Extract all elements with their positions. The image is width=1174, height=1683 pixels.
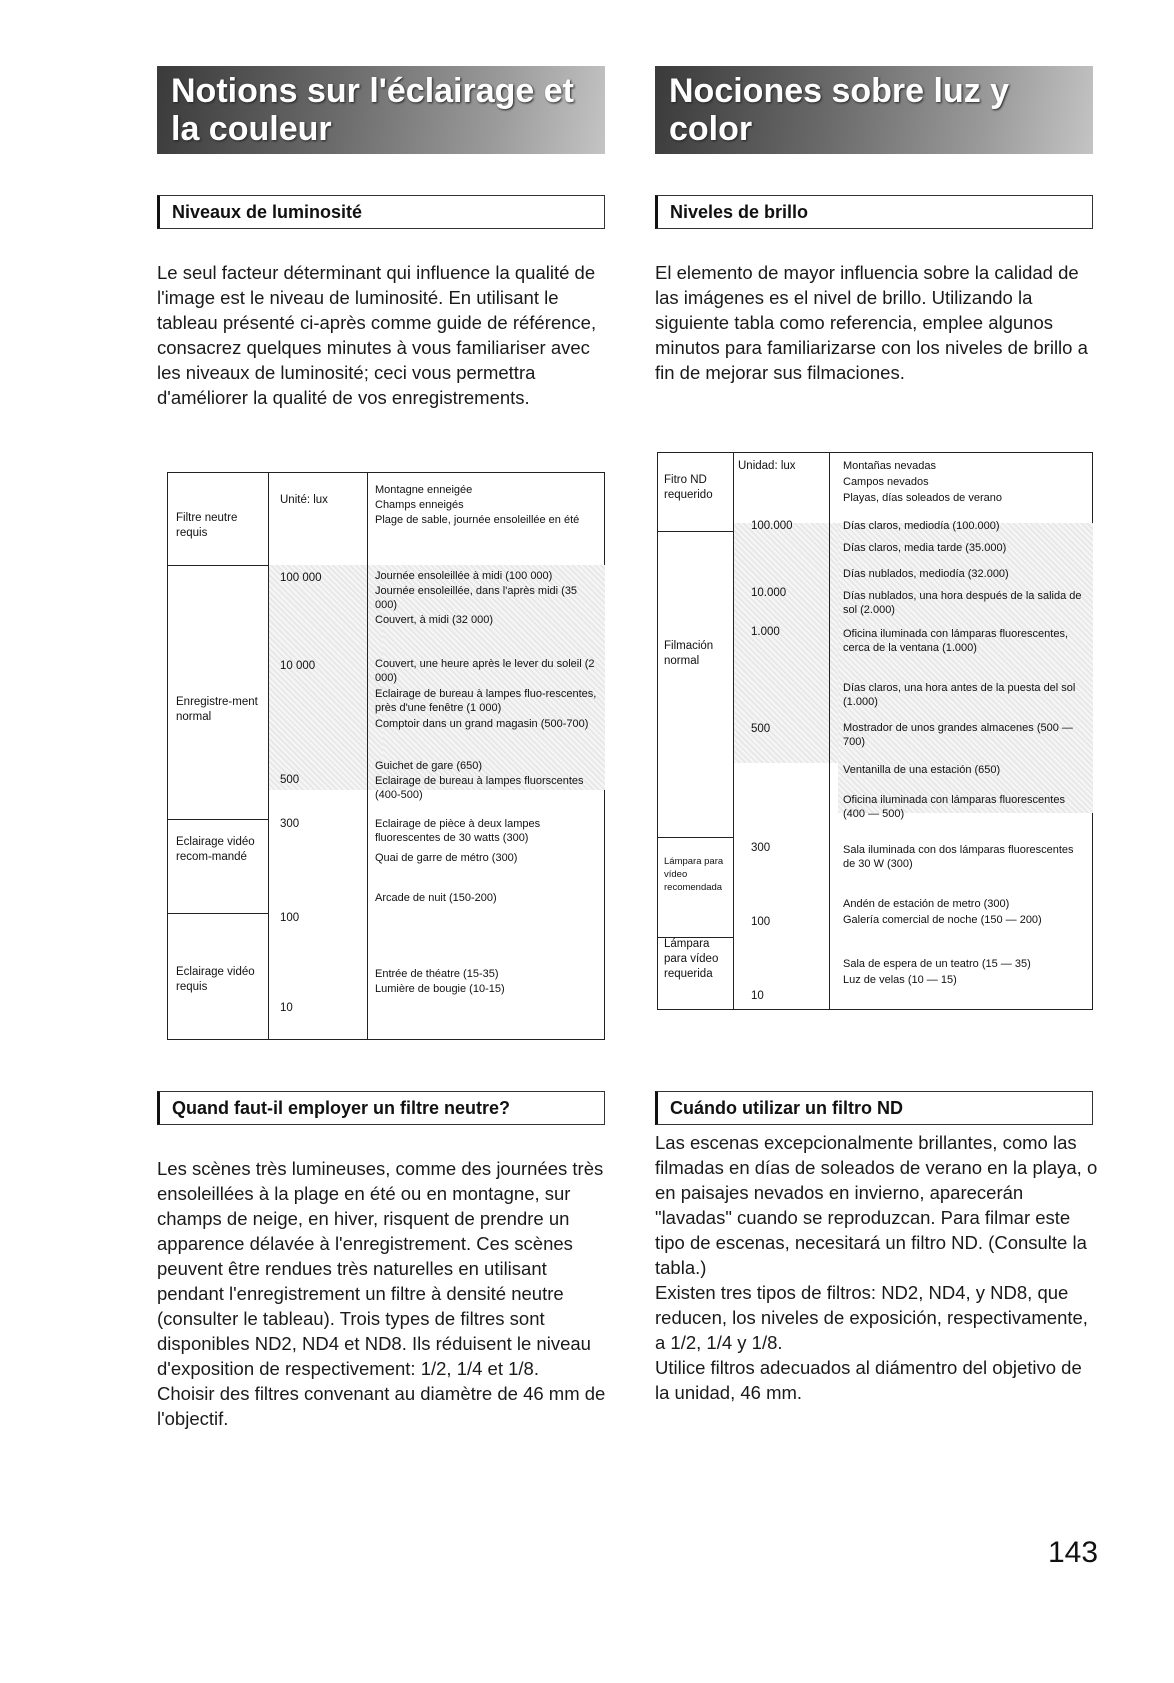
fr-brightness-paragraph <box>157 260 607 410</box>
fr-section-nd-header <box>157 1091 605 1125</box>
es-example: Oficina iluminada con lámparas fluorescentes (400 — 500) <box>843 794 1065 820</box>
es-value: 500 <box>751 723 771 735</box>
es-example: Playas, días soleados de verano <box>843 492 1002 504</box>
fr-cat-required: Eclairage vidéo requis <box>176 966 255 993</box>
fr-nd-text-2: Choisir des filtres convenant au diamètre de 46 mm de l'objectif. <box>157 1383 606 1429</box>
es-example: Sala iluminada con dos lámparas fluorescentes de 30 W (300) <box>843 844 1074 870</box>
fr-example: Eclairage de pièce à deux lampes fluorescentes de 30 watts (300) <box>375 818 541 844</box>
fr-value: 10 000 <box>280 660 316 672</box>
fr-cat-filter: Filtre neutre requis <box>176 512 238 539</box>
es-value: 300 <box>751 842 771 854</box>
es-brightness-table <box>657 452 1093 1010</box>
es-example: Días claros, media tarde (35.000) <box>843 542 1007 554</box>
fr-example: Quai de garre de métro (300) <box>375 852 518 864</box>
es-shade-a <box>733 523 838 763</box>
es-brightness-paragraph <box>655 260 1100 385</box>
fr-value: 10 <box>280 1002 293 1014</box>
fr-row-divider-3 <box>168 913 268 914</box>
es-unit: Unidad: lux <box>738 460 796 472</box>
fr-example: Journée ensoleillée à midi (100 000) <box>375 570 553 582</box>
fr-value: 500 <box>280 774 300 786</box>
es-example: Días claros, una hora antes de la puesta del sol (1.000) <box>843 682 1076 708</box>
es-example: Andén de estación de metro (300) <box>843 898 1010 910</box>
es-section-brightness-header <box>655 195 1093 229</box>
es-value: 100 <box>751 916 771 928</box>
es-title-banner <box>655 66 1093 154</box>
es-example: Luz de velas (10 — 15) <box>843 974 957 986</box>
es-cat-filter: Fitro ND requerido <box>664 474 713 501</box>
fr-example: Plage de sable, journée ensoleillée en été <box>375 514 580 526</box>
es-cat-normal: Filmación normal <box>664 640 714 667</box>
es-example: Sala de espera de un teatro (15 — 35) <box>843 958 1031 970</box>
fr-brightness-table <box>167 472 605 1040</box>
es-example: Galería comercial de noche (150 — 200) <box>843 914 1042 926</box>
fr-example: Journée ensoleillée, dans l'après midi (35 000) <box>375 585 578 611</box>
fr-example: Guichet de gare (650) <box>375 760 483 772</box>
fr-brightness-text: Le seul facteur déterminant qui influence la qualité de l'image est le niveau de luminosité. En utilisant le tableau présenté ci-après comme guide de référence, consacrez quelques minutes à vous familiariser avec les niveaux de luminosité; ceci vous permettra d'améliorer la qualité de vos enregistrements. <box>157 262 597 408</box>
fr-example: Montagne enneigée <box>375 484 473 496</box>
es-example: Montañas nevadas <box>843 460 936 472</box>
fr-col-divider-2 <box>367 473 368 1039</box>
fr-shade-a <box>268 565 383 790</box>
es-example: Días nublados, una hora después de la salida de sol (2.000) <box>843 590 1082 616</box>
fr-example: Eclairage de bureau à lampes fluorscentes (400-500) <box>375 775 584 801</box>
fr-section-brightness-header <box>157 195 605 229</box>
es-example: Mostrador de unos grandes almacenes (500 — 700) <box>843 722 1073 748</box>
es-value: 10 <box>751 990 764 1002</box>
fr-col-divider-1 <box>268 473 269 1039</box>
es-value: 10.000 <box>751 587 787 599</box>
fr-value: 300 <box>280 818 300 830</box>
es-nd-text-1: Las escenas excepcionalmente brillantes, como las filmadas en días de soleados de verano en la playa, o en paisajes nevados en invierno, aparecerán "lavadas" cuando se reproduzcan. Para filmar este tipo de escenas, necesitará un filtro ND. (Consulte la tabla.) <box>655 1132 1098 1278</box>
fr-value: 100 <box>280 912 300 924</box>
fr-title-banner <box>157 66 605 154</box>
fr-cat-normal: Enregistre-ment normal <box>176 696 258 723</box>
es-nd-paragraph <box>655 1130 1100 1405</box>
fr-example: Arcade de nuit (150-200) <box>375 892 497 904</box>
es-cat-required: Lámpara para vídeo requerida <box>664 938 719 980</box>
fr-example: Comptoir dans un grand magasin (500-700) <box>375 718 589 730</box>
fr-example: Couvert, à midi (32 000) <box>375 614 493 626</box>
fr-example: Entrée de théatre (15-35) <box>375 968 499 980</box>
fr-nd-text-1: Les scènes très lumineuses, comme des journées très ensoleillées à la plage en été ou en montagne, sur champs de neige, en hiver, risquent de prendre un apparence délavée à l'enregistrement. Ces scènes peuvent être rendues très naturelles en utilisant pendant l'enregistrement un filtre à densité neutre (consulter le tableau). Trois types de filtres sont disponibles ND2, ND4 et ND8. Ils réduisent le niveau d'exposition de respectivement: 1/2, 1/4 et 1/8. <box>157 1158 604 1379</box>
es-example: Campos nevados <box>843 476 929 488</box>
fr-example: Champs enneigés <box>375 499 464 511</box>
es-title: Nociones sobre luz y color <box>669 72 1010 148</box>
fr-example: Lumière de bougie (10-15) <box>375 983 505 995</box>
fr-row-divider-2 <box>168 819 268 820</box>
es-example: Oficina iluminada con lámparas fluorescentes, cerca de la ventana (1.000) <box>843 628 1069 654</box>
fr-section-brightness-title: Niveaux de luminosité <box>172 202 363 222</box>
es-row-divider-2 <box>658 837 733 838</box>
page-number: 143 <box>1048 1536 1099 1569</box>
es-col-divider-2 <box>829 453 830 1009</box>
es-section-nd-title: Cuándo utilizar un filtro ND <box>670 1098 903 1118</box>
fr-cat-recommended: Eclairage vidéo recom-mandé <box>176 836 255 863</box>
fr-example: Couvert, une heure après le lever du soleil (2 000) <box>375 658 595 684</box>
es-example: Días nublados, mediodía (32.000) <box>843 568 1009 580</box>
fr-value: 100 000 <box>280 572 322 584</box>
es-nd-text-2: Existen tres tipos de filtros: ND2, ND4, y ND8, que reducen, los niveles de exposición, respectivamente, a 1/2, 1/4 y 1/8. <box>655 1282 1088 1353</box>
es-value: 1.000 <box>751 626 780 638</box>
es-brightness-text: El elemento de mayor influencia sobre la calidad de las imágenes es el nivel de brillo. Utilizando la siguiente tabla como referencia, emplee algunos minutos para familiarizarse con los niveles de brillo a fin de mejorar sus filmaciones. <box>655 262 1088 383</box>
fr-example: Eclairage de bureau à lampes fluo-rescentes, près d'une fenêtre (1 000) <box>375 688 597 714</box>
es-cat-recommended: Lámpara para vídeo recomendada <box>664 856 724 893</box>
es-section-brightness-title: Niveles de brillo <box>670 202 809 222</box>
fr-unit: Unité: lux <box>280 494 328 506</box>
es-section-nd-header <box>655 1091 1093 1125</box>
es-example: Días claros, mediodía (100.000) <box>843 520 1000 532</box>
es-example: Ventanilla de una estación (650) <box>843 764 1001 776</box>
fr-section-nd-title: Quand faut-il employer un filtre neutre? <box>172 1098 511 1118</box>
es-value: 100.000 <box>751 520 793 532</box>
fr-title: Notions sur l'éclairage et la couleur <box>171 72 574 148</box>
es-col-divider-1 <box>733 453 734 1009</box>
es-nd-text-3: Utilice filtros adecuados al diámentro del objetivo de la unidad, 46 mm. <box>655 1357 1082 1403</box>
fr-row-divider-1 <box>168 565 268 566</box>
es-row-divider-1 <box>658 531 733 532</box>
fr-nd-paragraph <box>157 1156 607 1431</box>
